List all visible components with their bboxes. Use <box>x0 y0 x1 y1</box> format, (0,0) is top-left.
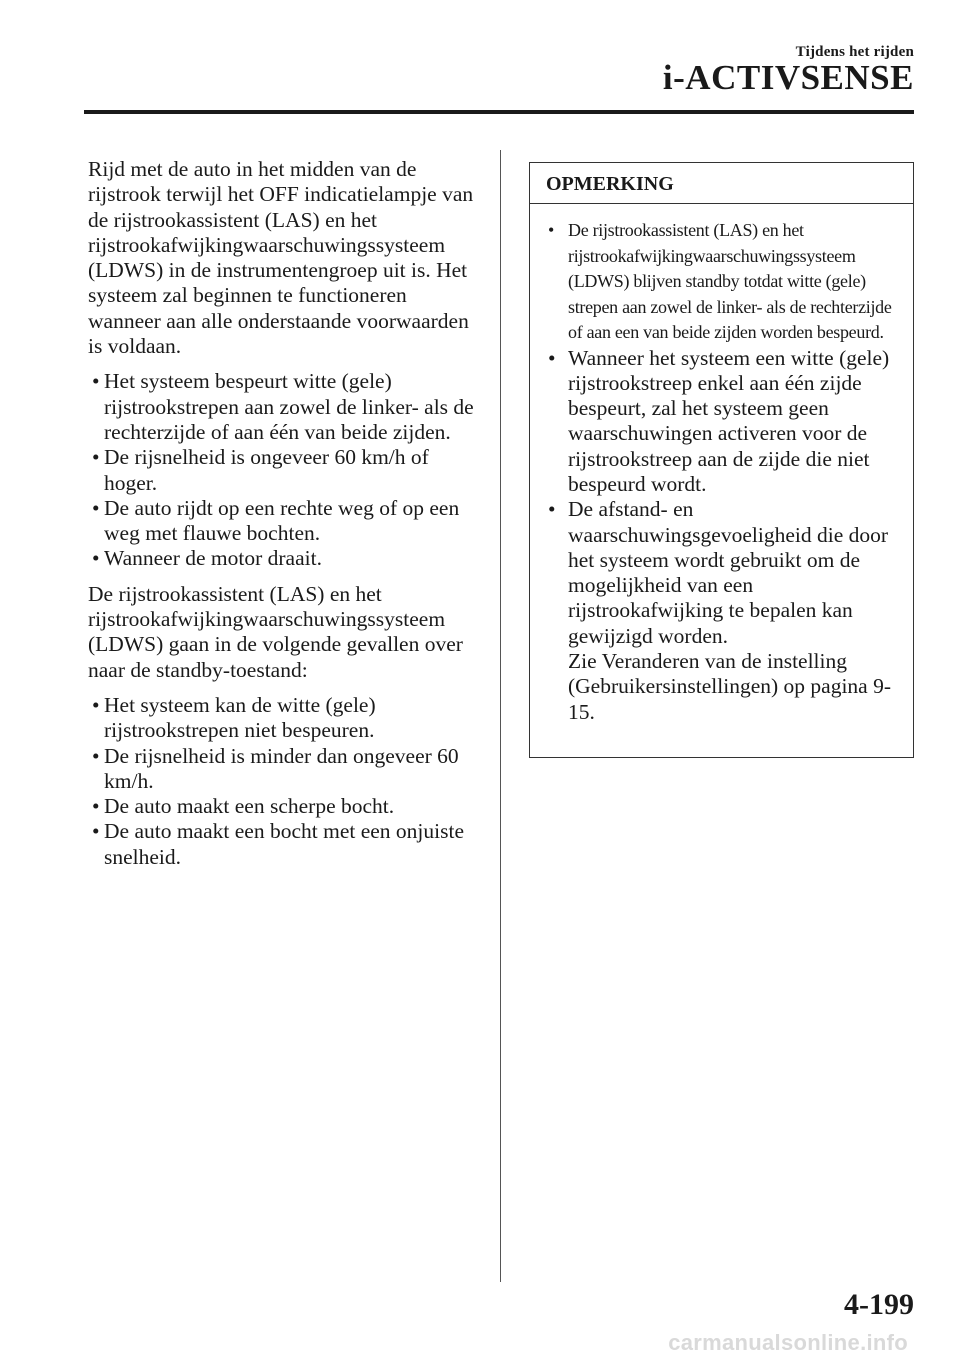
list-item: • Wanneer het systeem een witte (gele) rijstrookstreep enkel aan één zijde bespeurt, zal het systeem geen waarschuwingen activeren voor de rijstrookstreep aan de zijde die niet bespeurd wordt. <box>548 345 890 496</box>
bullet-icon: • <box>548 497 556 522</box>
left-column <box>88 157 483 880</box>
header-rule <box>84 110 914 114</box>
bullet-icon: • <box>548 220 555 240</box>
note-list <box>530 204 913 725</box>
list-item: • De rijsnelheid is ongeveer 60 km/h of hoger. <box>92 445 429 495</box>
list-item: • Het systeem kan de witte (gele) rijstrookstrepen niet bespeuren. <box>92 692 376 743</box>
cross-reference: Zie Veranderen van de instelling (Gebruikersinstellingen) op pagina 9-15. <box>568 649 892 724</box>
bullet-icon: • <box>92 819 100 844</box>
intro-paragraph: Rijd met de auto in het midden van de rijstrook terwijl het OFF indicatielampje van de rijstrookassistent (LAS) en het rijstrookafwijkingwaarschuwingssysteem (LDWS) in de instrumentengroep uit is. Het systeem zal beginnen te functioneren wanneer aan alle onderstaande voorwaarden is voldaan. <box>88 157 474 359</box>
bullet-icon: • <box>92 692 100 717</box>
bullet-icon: • <box>92 794 100 819</box>
standby-list <box>88 693 483 870</box>
list-item: • Het systeem bespeurt witte (gele) rijstrookstrepen aan zowel de linker- als de rechterzijde of aan één van beide zijden. <box>92 369 474 444</box>
list-item: • De rijsnelheid is minder dan ongeveer 60 km/h. <box>92 743 459 793</box>
chapter-title: i-ACTIVSENSE <box>662 58 914 97</box>
list-item: • De auto rijdt op een rechte weg of op een weg met flauwe bochten. <box>92 495 460 546</box>
bullet-icon: • <box>548 345 556 370</box>
standby-paragraph: De rijstrookassistent (LAS) en het rijstrookafwijkingwaarschuwingssysteem (LDWS) gaan in de volgende gevallen over naar de standby-toestand: <box>88 581 463 682</box>
page-number: 4-199 <box>844 1288 914 1321</box>
bullet-icon: • <box>92 743 100 768</box>
section-title: Tijdens het rijden <box>795 44 914 60</box>
list-item: • De afstand- en waarschuwingsgevoeligheid die door het systeem wordt gebruikt om de mogelijkheid van een rijstrookafwijking te bepalen kan gewijzigd worden. Zie Veranderen van de instelling (Gebruikersinstellingen) op pagina 9-15. <box>548 497 892 724</box>
bullet-icon: • <box>92 546 100 571</box>
watermark: carmanualsonline.info <box>668 1330 908 1355</box>
bullet-icon: • <box>92 495 100 520</box>
note-box <box>529 162 914 758</box>
list-item: • De auto maakt een scherpe bocht. <box>92 794 395 819</box>
list-item: • Wanneer de motor draait. <box>92 546 322 571</box>
bullet-icon: • <box>92 445 100 470</box>
bullet-icon: • <box>92 369 100 394</box>
list-item: • De rijstrookassistent (LAS) en het rijstrookafwijkingwaarschuwingssysteem (LDWS) blijven standby totdat witte (gele) strepen aan zowel de linker- als de rechterzijde of aan een van beide zijden worden bespeurd. <box>548 220 892 342</box>
list-item: • De auto maakt een bocht met een onjuiste snelheid. <box>92 819 464 869</box>
note-title: OPMERKING <box>546 173 674 195</box>
column-divider <box>500 150 501 1282</box>
conditions-list <box>88 369 483 571</box>
